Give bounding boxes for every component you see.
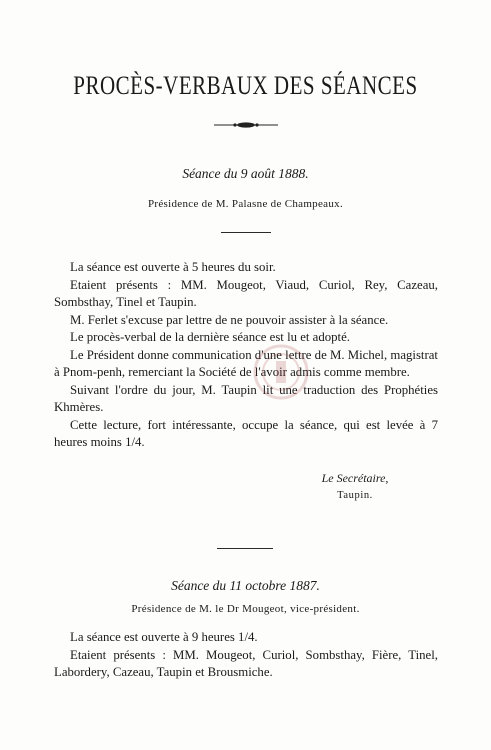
ornament-divider (214, 121, 278, 129)
signature-block (300, 470, 410, 504)
session-2-minutes (54, 629, 438, 682)
minutes-paragraph: Le procès-verbal de la dernière séance est lu et adopté. (70, 330, 350, 344)
minutes-paragraph: Suivant l'ordre du jour, M. Taupin lit une traduction des Prophéties Khmères. (54, 382, 438, 414)
minutes-paragraph: Etaient présents : MM. Mougeot, Viaud, Curiol, Rey, Cazeau, Sombsthay, Tinel et Taupin. (54, 277, 438, 309)
minutes-paragraph: Cette lecture, fort intéressante, occupe la séance, qui est levée à 7 heures moins 1/4. (54, 417, 438, 449)
minutes-paragraph: M. Ferlet s'excuse par lettre de ne pouvoir assister à la séance. (70, 312, 389, 327)
minutes-paragraph: La séance est ouverte à 9 heures 1/4. (70, 630, 258, 644)
presidence-prefix: Présidence de M. le (131, 603, 224, 615)
session-2-presidence (0, 603, 491, 615)
page-title: PROCÈS-VERBAUX DES SÉANCES (73, 70, 418, 100)
session-1-heading: Séance du 9 août 1888. (182, 166, 309, 181)
library-stamp-icon (252, 343, 310, 401)
presidence-prefix: Présidence de M. (147, 198, 229, 210)
signature-name: Taupin. (337, 490, 373, 501)
presidence-name: Dr Mougeot, vice-président. (226, 603, 360, 615)
minutes-paragraph: Etaient présents : MM. Mougeot, Curiol, Sombsthay, Fière, Tinel, Labordery, Cazeau, Taupin et Brousmiche. (54, 647, 438, 679)
minutes-paragraph: La séance est ouverte à 5 heures du soir. (70, 260, 276, 274)
session-1-minutes (54, 259, 438, 452)
session-1-presidence (0, 198, 491, 210)
section-rule (217, 548, 273, 549)
minutes-paragraph: Le Président donne communication d'une lettre de M. Michel, magistrat à Pnom-penh, remerciant la Société de l'avoir admis comme membre. (54, 347, 438, 379)
section-rule (221, 232, 271, 233)
signature-role: Le Secrétaire, (321, 471, 389, 485)
session-2-heading: Séance du 11 octobre 1887. (171, 578, 320, 593)
presidence-name: Palasne de Champeaux. (231, 198, 343, 210)
